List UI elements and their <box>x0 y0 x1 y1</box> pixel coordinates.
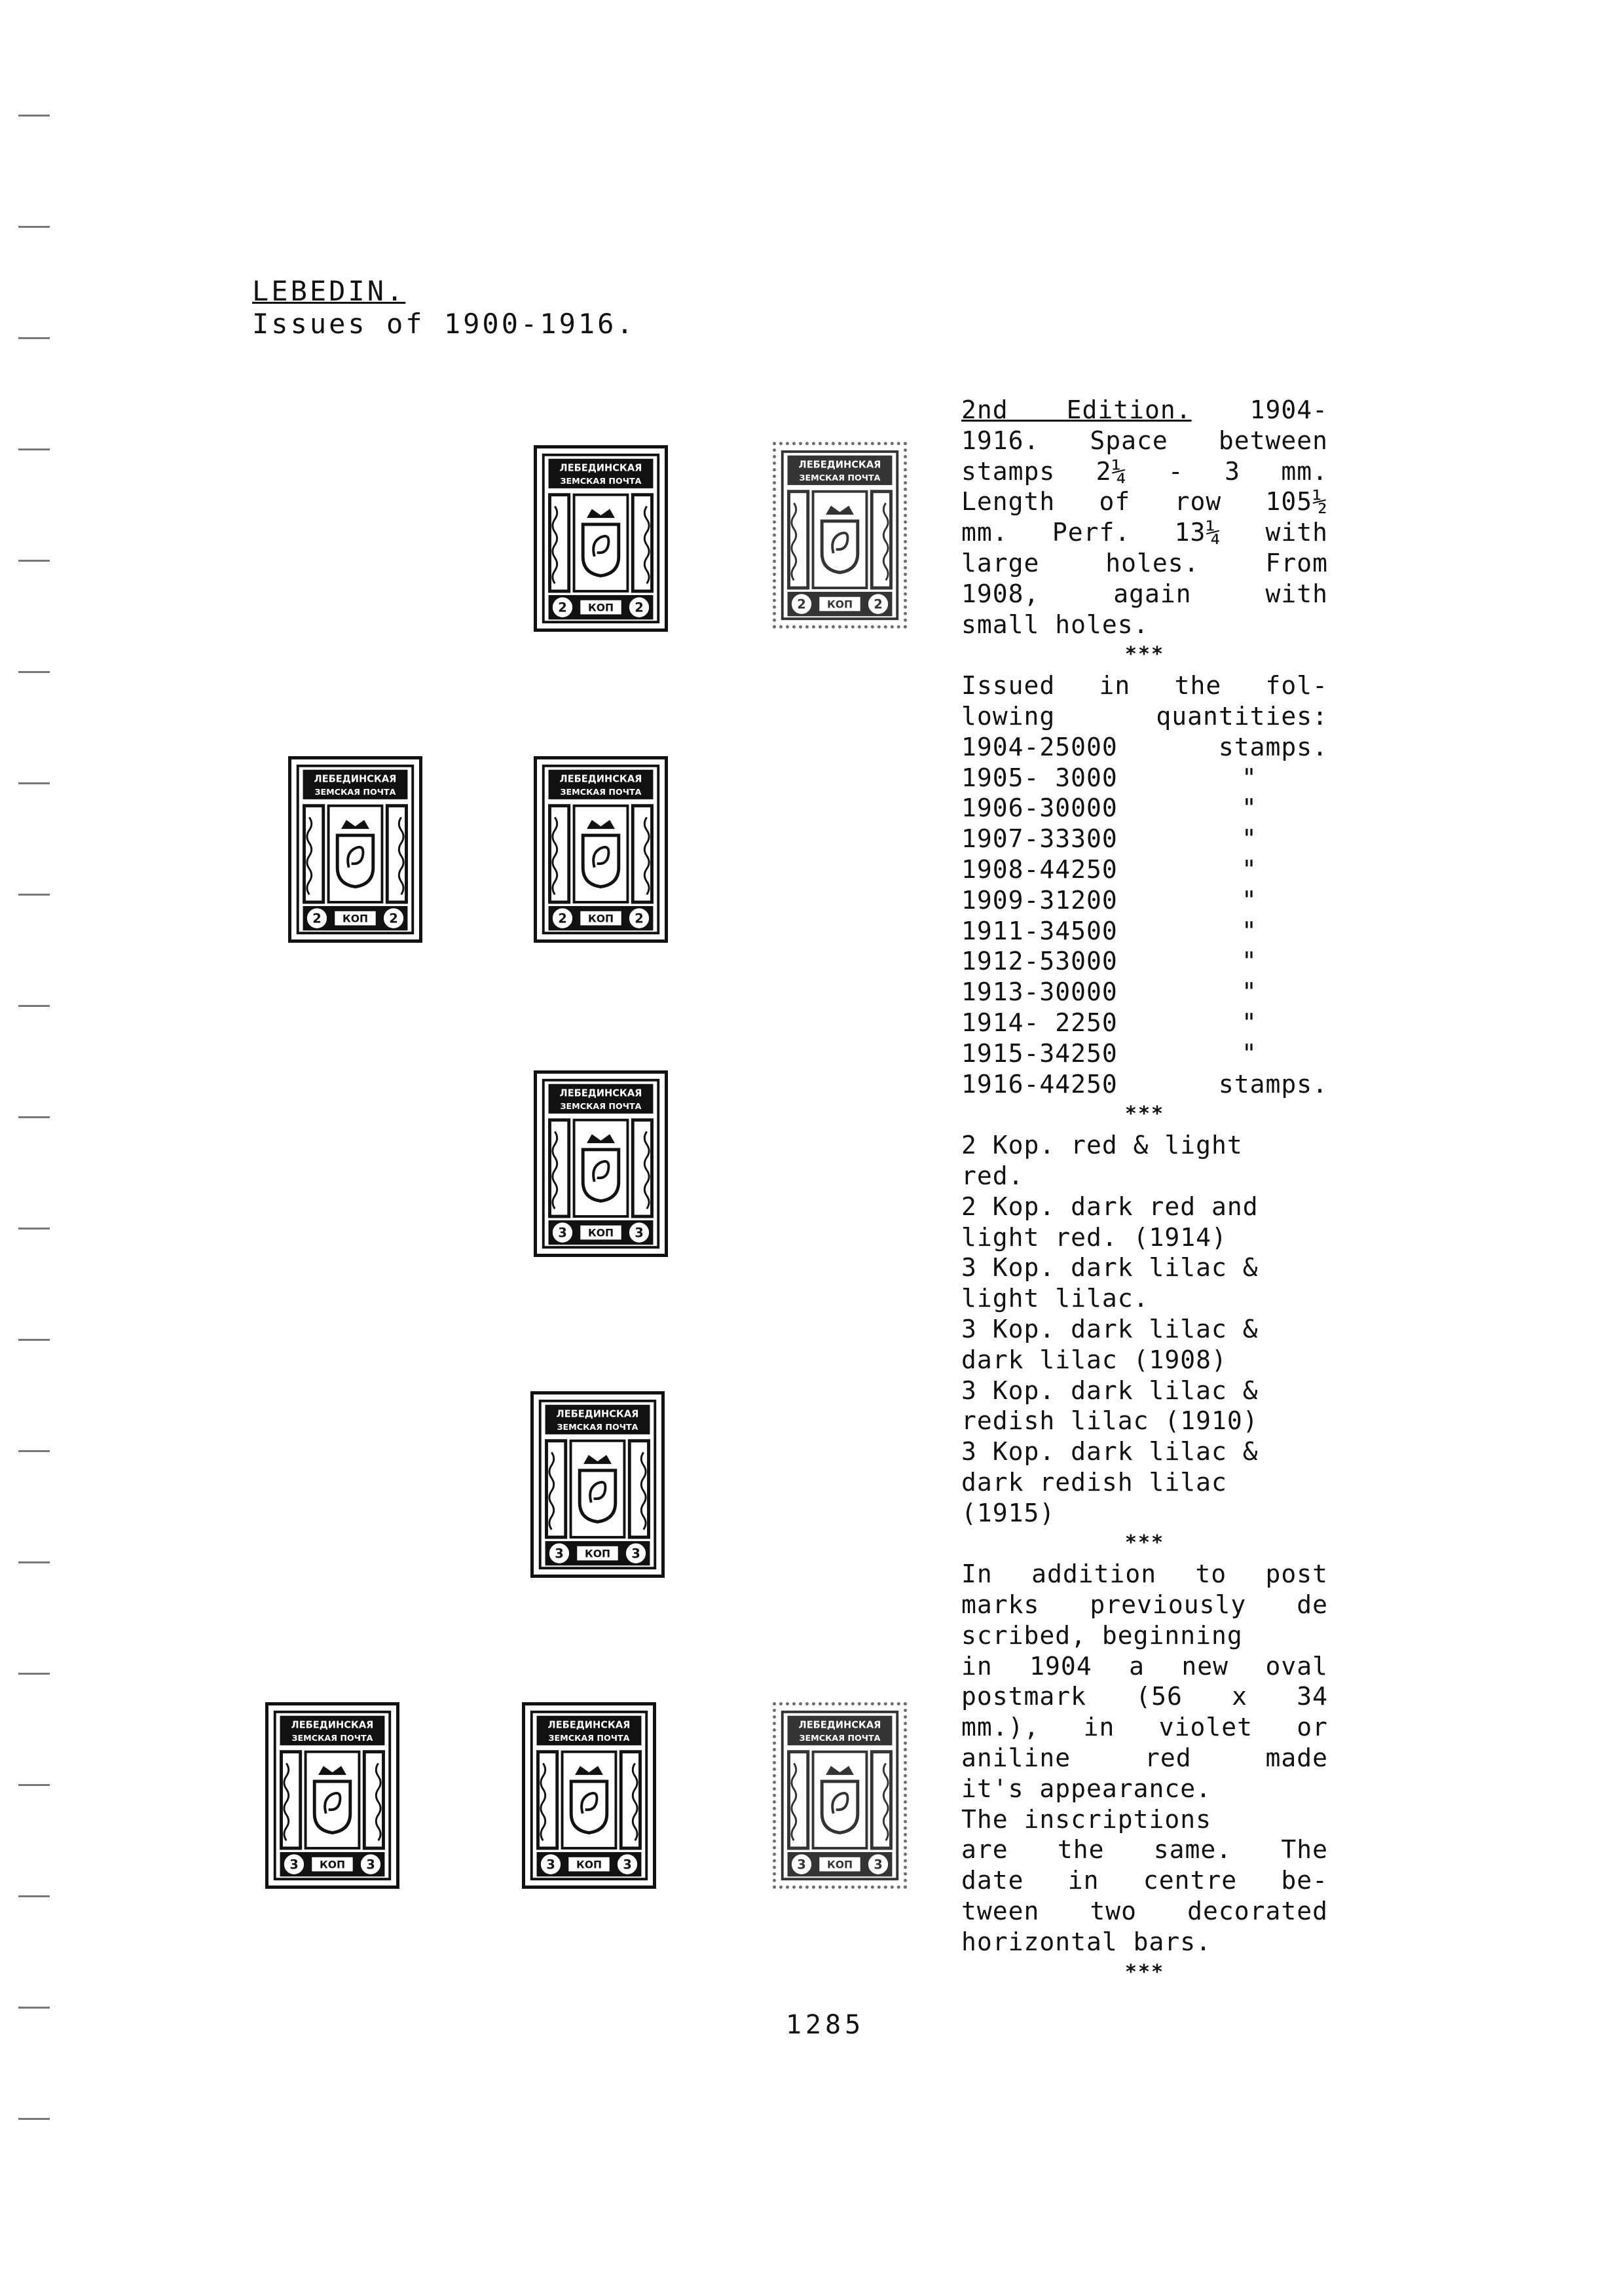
edition-line: small holes. <box>961 610 1149 639</box>
quantity-year: 1905- 3000 <box>961 763 1118 792</box>
postmark-line: tween two decorated <box>961 1897 1328 1926</box>
svg-text:3: 3 <box>555 1546 564 1561</box>
postmark-line: marks previously de <box>961 1590 1328 1620</box>
margin-tick <box>18 1673 50 1675</box>
svg-text:2: 2 <box>635 911 644 926</box>
quantity-year: 1906-30000 <box>961 793 1118 823</box>
quantity-unit: " <box>1242 763 1257 792</box>
svg-text:3: 3 <box>874 1857 883 1872</box>
svg-text:2: 2 <box>558 911 567 926</box>
postmark-line: aniline red made <box>961 1743 1328 1773</box>
svg-text:3: 3 <box>631 1546 640 1561</box>
quantity-row <box>961 1038 1328 1069</box>
quantity-unit: " <box>1242 854 1257 884</box>
svg-text:ЗЕМСКАЯ ПОЧТА: ЗЕМСКАЯ ПОЧТА <box>291 1732 373 1743</box>
svg-text:3: 3 <box>366 1857 375 1872</box>
edition-first-line <box>961 395 1328 426</box>
quantity-year: 1912-53000 <box>961 947 1118 976</box>
svg-text:3: 3 <box>797 1857 806 1872</box>
stamp-image <box>534 445 668 632</box>
stamp-image <box>288 756 422 943</box>
svg-text:ЗЕМСКАЯ ПОЧТА: ЗЕМСКАЯ ПОЧТА <box>557 1421 638 1432</box>
variety-line: 3 Kop. dark lilac & <box>961 1314 1259 1343</box>
stamp-image <box>265 1702 399 1889</box>
margin-tick <box>18 671 50 673</box>
page-heading <box>252 275 636 340</box>
quantity-row <box>961 1069 1328 1100</box>
svg-text:ЗЕМСКАЯ ПОЧТА: ЗЕМСКАЯ ПОЧТА <box>548 1732 630 1743</box>
margin-tick <box>18 1895 50 1897</box>
section-separator: *** <box>1124 1960 1165 1984</box>
description-column <box>961 395 1328 1988</box>
margin-tick <box>18 1339 50 1341</box>
variety-line: red. <box>961 1161 1024 1190</box>
svg-text:ЛЕБЕДИНСКАЯ: ЛЕБЕДИНСКАЯ <box>547 1719 631 1731</box>
quantity-row <box>961 885 1328 916</box>
svg-text:ЛЕБЕДИНСКАЯ: ЛЕБЕДИНСКАЯ <box>559 462 642 474</box>
svg-text:2: 2 <box>312 911 322 926</box>
quantity-unit: " <box>1242 824 1257 854</box>
variety-line: 3 Kop. dark lilac & <box>961 1253 1259 1283</box>
svg-text:ЛЕБЕДИНСКАЯ: ЛЕБЕДИНСКАЯ <box>559 773 642 785</box>
quantity-row <box>961 854 1328 885</box>
variety-line: 3 Kop. dark lilac & <box>961 1437 1259 1467</box>
variety-line: redish lilac (1910) <box>961 1406 1259 1436</box>
quantity-unit: " <box>1242 793 1257 823</box>
svg-text:ЛЕБЕДИНСКАЯ: ЛЕБЕДИНСКАЯ <box>291 1719 374 1731</box>
stamp-image <box>522 1702 656 1889</box>
margin-tick <box>18 1116 50 1118</box>
margin-tick <box>18 2007 50 2009</box>
quantity-year: 1904-25000 <box>961 732 1118 761</box>
postmark-line: mm.), in violet or <box>961 1713 1328 1742</box>
svg-text:ЗЕМСКАЯ ПОЧТА: ЗЕМСКАЯ ПОЧТА <box>560 475 642 486</box>
quantity-unit: " <box>1242 885 1257 915</box>
section-separator: *** <box>1124 643 1165 666</box>
svg-text:ЗЕМСКАЯ ПОЧТА: ЗЕМСКАЯ ПОЧТА <box>560 1101 642 1112</box>
quantity-row <box>961 977 1328 1008</box>
quantities-list <box>961 732 1328 1100</box>
margin-tick <box>18 2118 50 2120</box>
quantity-row <box>961 824 1328 854</box>
section-separator: *** <box>1124 1102 1165 1126</box>
stamp-image <box>773 442 907 629</box>
svg-text:3: 3 <box>546 1857 555 1872</box>
variety-line: light lilac. <box>961 1284 1149 1313</box>
svg-text:3: 3 <box>289 1857 299 1872</box>
stamp-image <box>534 756 668 943</box>
svg-text:3: 3 <box>623 1857 632 1872</box>
margin-tick <box>18 782 50 784</box>
margin-ticks <box>0 0 79 2296</box>
margin-tick <box>18 1228 50 1230</box>
postmark-line: The inscriptions <box>961 1804 1212 1834</box>
variety-line: 2 Kop. dark red and <box>961 1192 1259 1221</box>
quantity-row <box>961 1008 1328 1038</box>
edition-label: 2nd Edition. <box>961 395 1192 424</box>
svg-text:ЗЕМСКАЯ ПОЧТА: ЗЕМСКАЯ ПОЧТА <box>560 786 642 797</box>
svg-text:КОП: КОП <box>826 598 853 611</box>
quantity-unit: stamps. <box>1218 1069 1328 1099</box>
svg-text:КОП: КОП <box>576 1858 602 1871</box>
heading-title: LEBEDIN. <box>252 275 406 307</box>
svg-text:2: 2 <box>635 600 644 615</box>
postmark-line: it's appearance. <box>961 1774 1212 1803</box>
svg-text:ЛЕБЕДИНСКАЯ: ЛЕБЕДИНСКАЯ <box>559 1087 642 1099</box>
stamp-image <box>773 1702 907 1889</box>
margin-tick <box>18 894 50 896</box>
margin-tick <box>18 1450 50 1452</box>
quantity-year: 1915-34250 <box>961 1038 1118 1068</box>
quantity-row <box>961 793 1328 824</box>
svg-text:ЛЕБЕДИНСКАЯ: ЛЕБЕДИНСКАЯ <box>798 1719 881 1731</box>
svg-text:ЗЕМСКАЯ ПОЧТА: ЗЕМСКАЯ ПОЧТА <box>799 1732 881 1743</box>
heading-subtitle: Issues of 1900-1916. <box>252 308 636 340</box>
quantity-year: 1916-44250 <box>961 1069 1118 1099</box>
quantity-row <box>961 763 1328 793</box>
svg-text:2: 2 <box>797 596 806 612</box>
svg-text:ЗЕМСКАЯ ПОЧТА: ЗЕМСКАЯ ПОЧТА <box>799 472 881 483</box>
margin-tick <box>18 1561 50 1563</box>
svg-text:2: 2 <box>874 596 883 612</box>
svg-text:3: 3 <box>635 1225 644 1241</box>
edition-line: Length of row 105½ <box>961 487 1328 517</box>
svg-text:КОП: КОП <box>584 1547 611 1560</box>
svg-text:КОП: КОП <box>587 601 614 614</box>
quantity-year: 1909-31200 <box>961 885 1118 915</box>
quantities-intro: Issued in the fol- <box>961 671 1328 701</box>
quantity-year: 1911-34500 <box>961 916 1118 945</box>
variety-line: (1915) <box>961 1498 1056 1527</box>
quantity-unit: stamps. <box>1218 732 1328 761</box>
quantity-year: 1907-33300 <box>961 824 1118 854</box>
edition-line: stamps 2¼ - 3 mm. <box>961 456 1328 486</box>
margin-tick <box>18 337 50 339</box>
quantity-year: 1914- 2250 <box>961 1008 1118 1037</box>
svg-text:КОП: КОП <box>826 1858 853 1871</box>
svg-text:3: 3 <box>558 1225 567 1241</box>
quantity-unit: " <box>1242 1008 1257 1037</box>
margin-tick <box>18 1784 50 1786</box>
variety-line: light red. (1914) <box>961 1222 1227 1252</box>
variety-line: dark redish lilac <box>961 1467 1227 1497</box>
variety-line: dark lilac (1908) <box>961 1345 1227 1374</box>
margin-tick <box>18 560 50 562</box>
postmark-line: date in centre be- <box>961 1866 1328 1895</box>
svg-text:КОП: КОП <box>319 1858 346 1871</box>
edition-line: 1908, again with <box>961 579 1328 608</box>
quantity-row <box>961 946 1328 977</box>
svg-text:ЗЕМСКАЯ ПОЧТА: ЗЕМСКАЯ ПОЧТА <box>314 786 396 797</box>
svg-text:2: 2 <box>558 600 567 615</box>
postmark-line: are the same. The <box>961 1835 1328 1865</box>
margin-tick <box>18 115 50 117</box>
quantity-unit: " <box>1242 977 1257 1007</box>
quantity-year: 1913-30000 <box>961 977 1118 1007</box>
variety-line: 3 Kop. dark lilac & <box>961 1376 1259 1405</box>
margin-tick <box>18 226 50 228</box>
quantity-year: 1908-44250 <box>961 854 1118 884</box>
edition-line: mm. Perf. 13¼ with <box>961 518 1328 547</box>
postmark-paragraph <box>961 1559 1328 1957</box>
section-separator: *** <box>1124 1531 1165 1555</box>
margin-tick <box>18 448 50 450</box>
quantity-unit: " <box>1242 947 1257 976</box>
varieties-list <box>961 1130 1328 1528</box>
edition-line: 1916. Space between <box>961 426 1328 455</box>
svg-text:ЛЕБЕДИНСКАЯ: ЛЕБЕДИНСКАЯ <box>556 1408 639 1420</box>
quantity-unit: " <box>1242 916 1257 945</box>
svg-text:КОП: КОП <box>342 912 369 925</box>
stamp-image <box>534 1070 668 1257</box>
quantity-row <box>961 916 1328 947</box>
margin-tick <box>18 1005 50 1007</box>
quantity-unit: " <box>1242 1038 1257 1068</box>
svg-text:ЛЕБЕДИНСКАЯ: ЛЕБЕДИНСКАЯ <box>798 459 881 471</box>
variety-line: 2 Kop. red & light <box>961 1131 1243 1160</box>
stamp-image <box>530 1391 665 1578</box>
page-number: 1285 <box>785 2010 865 2040</box>
edition-line: 1904- <box>1249 395 1328 424</box>
postmark-line: In addition to post <box>961 1559 1328 1589</box>
postmark-line: horizontal bars. <box>961 1927 1212 1956</box>
svg-text:КОП: КОП <box>587 1226 614 1239</box>
edition-line: large holes. From <box>961 548 1328 577</box>
postmark-line: in 1904 a new oval <box>961 1651 1328 1681</box>
svg-text:2: 2 <box>389 911 398 926</box>
svg-text:ЛЕБЕДИНСКАЯ: ЛЕБЕДИНСКАЯ <box>314 773 397 785</box>
quantities-intro: lowing quantities: <box>961 701 1328 731</box>
postmark-line: scribed, beginning <box>961 1620 1243 1650</box>
svg-text:КОП: КОП <box>587 912 614 925</box>
quantity-row <box>961 732 1328 763</box>
postmark-line: postmark (56 x 34 <box>961 1682 1328 1711</box>
